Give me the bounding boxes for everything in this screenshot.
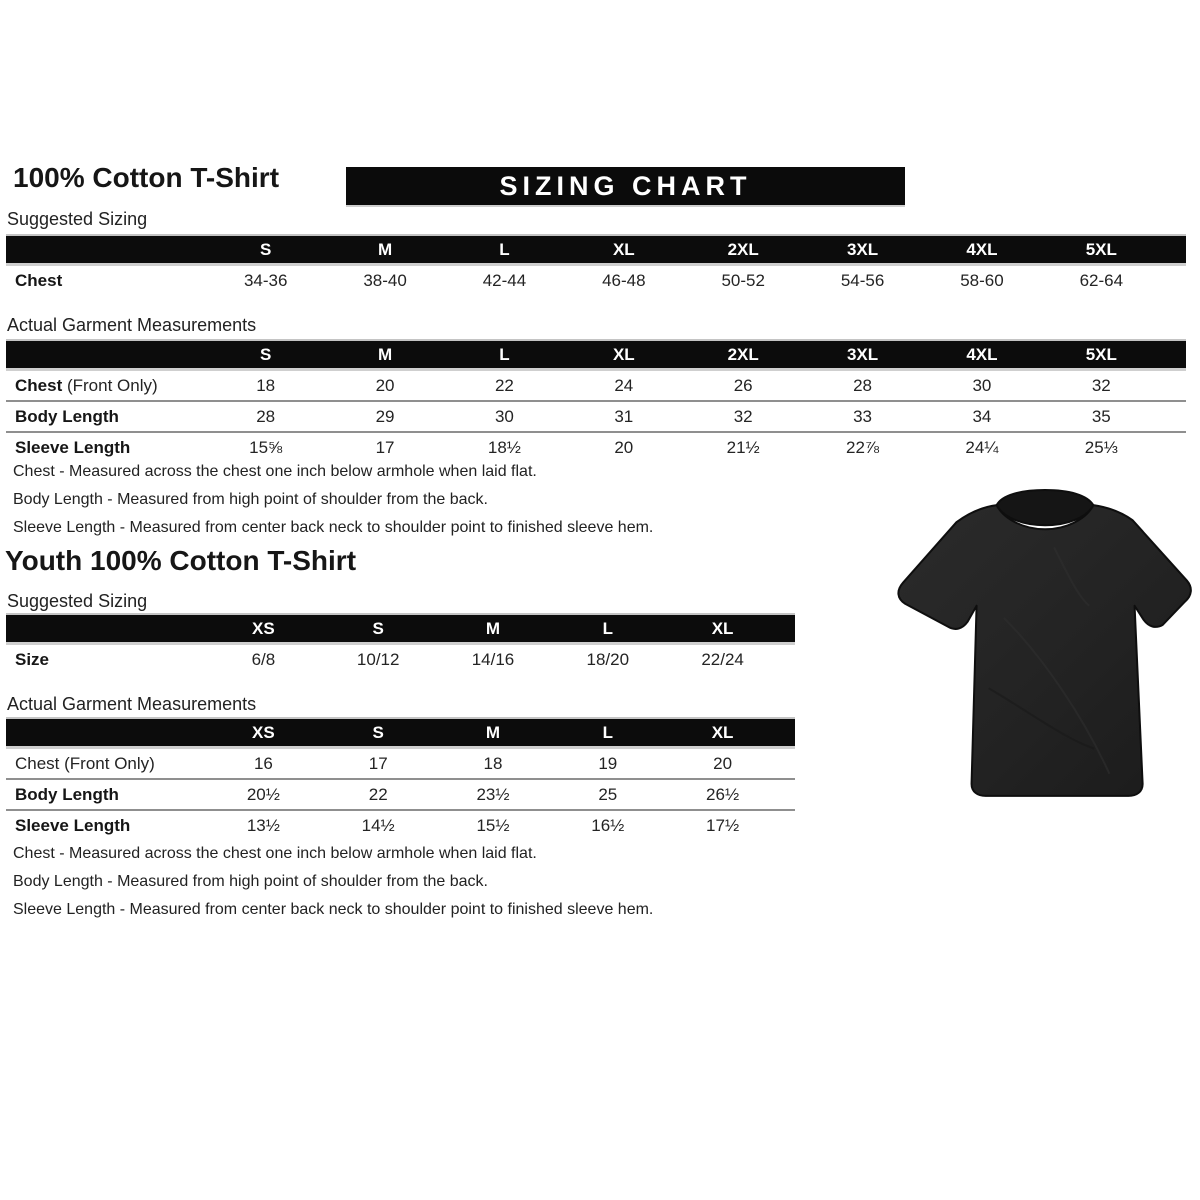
adult-suggested-table: [6, 234, 1186, 295]
table-cell: 10/12: [356, 649, 400, 669]
table-cell: 20: [375, 375, 395, 395]
table-cell: 22⅞: [846, 437, 880, 457]
table-cell: 17½: [706, 815, 740, 835]
table-cell: 26: [733, 375, 753, 395]
size-column-header: 5XL: [1085, 344, 1117, 364]
size-column-header: L: [499, 344, 510, 364]
note-line: Body Length - Measured from high point of shoulder from the back.: [13, 873, 488, 890]
row-label: Body Length: [15, 784, 119, 804]
note-line: Sleeve Length - Measured from center back neck to shoulder point to finished sleeve hem.: [13, 901, 654, 918]
size-column-header: L: [499, 239, 510, 259]
table-cell: 17: [368, 753, 388, 773]
adult-suggested-label: Suggested Sizing: [7, 209, 148, 229]
size-column-header: XL: [711, 722, 734, 742]
table-cell: 18: [483, 753, 503, 773]
adult-actual-label: Actual Garment Measurements: [7, 315, 257, 335]
table-cell: 30: [972, 375, 992, 395]
size-column-header: XS: [252, 722, 275, 742]
table-cell: 35: [1091, 406, 1111, 426]
row-label: Chest (Front Only): [15, 753, 155, 773]
table-row: [6, 645, 795, 674]
table-cell: 14½: [361, 815, 395, 835]
table-cell: 17: [375, 437, 395, 457]
table-row: [6, 266, 1186, 295]
size-column-header: 4XL: [966, 239, 998, 259]
table-cell: 24: [614, 375, 634, 395]
row-label: Chest (Front Only): [15, 375, 158, 395]
table-cell: 20: [713, 753, 733, 773]
adult-actual-header-row: [6, 339, 1186, 371]
youth-heading: Youth 100% Cotton T-Shirt: [5, 545, 357, 576]
table-cell: 33: [853, 406, 873, 426]
row-label: Sleeve Length: [15, 437, 131, 457]
note-line: Sleeve Length - Measured from center back neck to shoulder point to finished sleeve hem.: [13, 519, 654, 536]
size-column-header: M: [377, 344, 393, 364]
size-column-header: XL: [612, 239, 635, 259]
row-label: Body Length: [15, 406, 119, 426]
size-column-header: XL: [612, 344, 635, 364]
size-column-header: 3XL: [846, 344, 879, 364]
table-cell: 62-64: [1079, 270, 1124, 290]
table-cell: 58-60: [960, 270, 1004, 290]
table-cell: 26½: [706, 784, 740, 804]
table-cell: 22: [494, 375, 514, 395]
table-cell: 21½: [726, 437, 760, 457]
table-cell: 34-36: [243, 270, 288, 290]
table-cell: 15½: [476, 815, 510, 835]
table-row: [6, 778, 795, 809]
note-line: Chest - Measured across the chest one inch below armhole when laid flat.: [13, 845, 537, 862]
size-column-header: 2XL: [727, 239, 759, 259]
table-cell: 16½: [591, 815, 625, 835]
size-column-header: S: [260, 239, 272, 259]
sizing-chart-banner: SIZING CHART: [346, 167, 905, 205]
table-row: [6, 809, 795, 840]
table-cell: 22: [368, 784, 388, 804]
size-column-header: L: [602, 618, 613, 638]
table-cell: 13½: [246, 815, 280, 835]
youth-actual-label: Actual Garment Measurements: [7, 694, 257, 714]
size-column-header: 5XL: [1085, 239, 1117, 259]
adult-measurement-notes: [13, 458, 653, 542]
table-cell: 23½: [476, 784, 510, 804]
table-cell: 32: [1091, 375, 1111, 395]
table-cell: 20: [614, 437, 634, 457]
table-cell: 18½: [487, 437, 521, 457]
table-cell: 32: [733, 406, 753, 426]
table-cell: 16: [253, 753, 273, 773]
size-column-header: M: [485, 722, 501, 742]
youth-actual-table: [6, 717, 795, 840]
adult-suggested-header-row: [6, 234, 1186, 266]
table-cell: 28: [256, 406, 276, 426]
table-cell: 30: [494, 406, 514, 426]
table-row: [6, 400, 1186, 431]
table-cell: 14/16: [471, 649, 515, 669]
size-column-header: M: [485, 618, 501, 638]
size-column-header: 4XL: [966, 344, 998, 364]
size-column-header: M: [377, 239, 393, 259]
size-column-header: S: [372, 722, 384, 742]
size-column-header: 2XL: [727, 344, 759, 364]
table-cell: 42-44: [482, 270, 527, 290]
size-column-header: XL: [711, 618, 734, 638]
table-cell: 46-48: [602, 270, 646, 290]
table-cell: 24¼: [965, 437, 999, 457]
table-row: [6, 749, 795, 778]
adult-heading: 100% Cotton T-Shirt: [13, 162, 280, 193]
note-line: Chest - Measured across the chest one inch below armhole when laid flat.: [13, 463, 537, 480]
tshirt-silhouette: [898, 505, 1190, 796]
table-cell: 38-40: [363, 270, 407, 290]
table-cell: 18/20: [586, 649, 630, 669]
table-cell: 25: [598, 784, 618, 804]
size-column-header: XS: [252, 618, 275, 638]
size-column-header: S: [372, 618, 384, 638]
size-column-header: L: [602, 722, 613, 742]
note-line: Body Length - Measured from high point of shoulder from the back.: [13, 491, 488, 508]
table-cell: 29: [375, 406, 395, 426]
row-label: Sleeve Length: [15, 815, 131, 835]
table-cell: 50-52: [721, 270, 765, 290]
row-label: Size: [15, 649, 50, 669]
table-cell: 34: [972, 406, 992, 426]
size-column-header: S: [260, 344, 272, 364]
youth-suggested-table: [6, 613, 795, 674]
table-cell: 31: [614, 406, 634, 426]
black-tshirt-image: [893, 487, 1195, 809]
adult-actual-table: [6, 339, 1186, 462]
table-row: [6, 371, 1186, 400]
size-column-header: 3XL: [846, 239, 879, 259]
table-cell: 54-56: [840, 270, 885, 290]
table-cell: 18: [256, 375, 276, 395]
table-cell: 20½: [246, 784, 280, 804]
table-cell: 6/8: [251, 649, 276, 669]
row-label: Chest: [15, 270, 63, 290]
table-cell: 25⅓: [1084, 437, 1118, 457]
youth-suggested-label: Suggested Sizing: [7, 591, 148, 611]
table-cell: 22/24: [701, 649, 744, 669]
youth-measurement-notes: [13, 840, 653, 924]
youth-actual-header-row: [6, 717, 795, 749]
youth-suggested-header-row: [6, 613, 795, 645]
table-cell: 19: [598, 753, 618, 773]
table-cell: 28: [853, 375, 873, 395]
table-cell: 15⅝: [249, 437, 283, 457]
